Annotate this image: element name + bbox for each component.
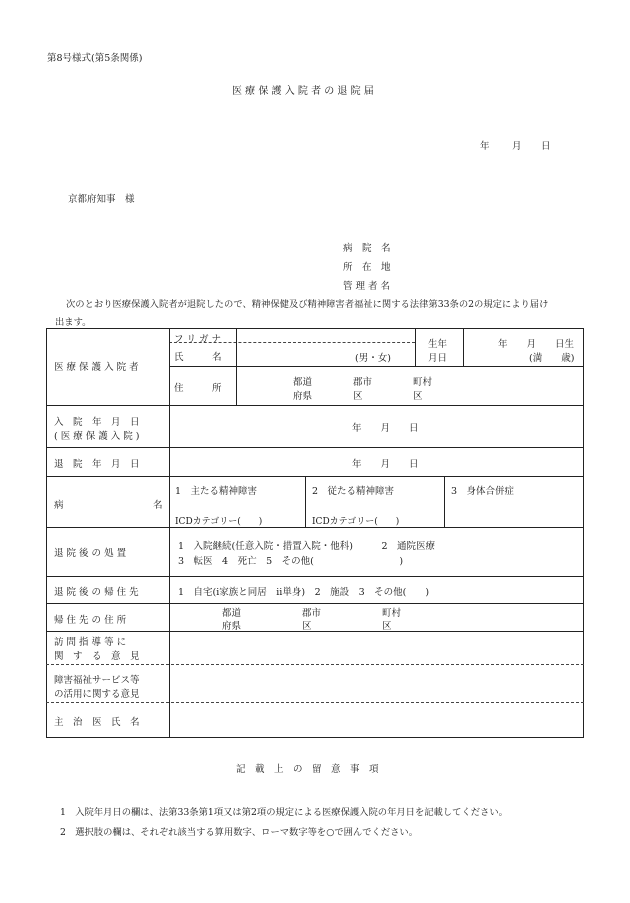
disposition-label: 退 院 後 の 処 置 [54,548,127,559]
physical-complication-label: 3 身体合併症 [451,486,515,497]
physician-name-field[interactable] [170,704,583,737]
welfare-opinion-label-1: 障害福祉サービス等 [54,675,140,686]
address-pref-1: 都道 [293,377,313,388]
disease-label-1: 病 [54,500,64,511]
dest-city-1: 郡市 [302,608,322,619]
patient-section-label: 医 療 保 護 入 院 者 [54,362,139,373]
dest-pref-1: 都道 [222,608,242,619]
addressee: 京都府知事 様 [68,194,135,205]
icd-category-sub-field[interactable]: ICDカテゴリー( ) [312,517,400,527]
hospital-name-label: 病 院 名 [343,243,391,254]
destination-address-label: 帰 住 先 の 住 所 [54,615,127,626]
destination-label: 退 院 後 の 帰 住 先 [54,587,139,598]
discharge-date-label: 退 院 年 月 日 [54,459,140,470]
address-town-2: 区 [413,391,423,402]
welfare-opinion-field[interactable] [170,666,583,701]
furigana-label: フ リ ガ ナ [174,334,222,345]
visit-guidance-field[interactable] [170,632,583,663]
dob-label-2: 月日 [428,353,448,364]
dest-town-1: 町村 [382,608,402,619]
visit-guidance-label-2: 関 す る 意 見 [54,651,140,662]
date-year[interactable]: 年 [480,141,490,152]
address-label: 住 所 [174,383,222,394]
visit-guidance-label-1: 訪 問 指 導 等 に [54,637,127,648]
dest-town-2: 区 [382,621,392,632]
address-city-2: 区 [353,391,363,402]
physician-name-label: 主 治 医 氏 名 [54,717,140,728]
disease-label-2: 名 [153,500,163,511]
note-1: 1 入院年月日の欄は、法第33条第1項又は第2項の規定による医療保護入院の年月日を記載してください。 [60,807,508,818]
destination-options[interactable]: 1 自宅(ⅰ家族と同居 ⅱ単身) 2 施設 3 その他( ) [178,587,430,598]
welfare-opinion-label-2: の活用に関する意見 [54,689,140,700]
icd-category-main-field[interactable]: ICDカテゴリー( ) [175,517,263,527]
date-month[interactable]: 月 [512,141,522,152]
address-town-1: 町村 [413,377,433,388]
admission-date-field[interactable]: 年 月 日 [352,423,419,434]
sub-mental-disorder-label: 2 従たる精神障害 [312,486,395,497]
name-label: 氏 名 [174,352,222,363]
disposition-options-line2[interactable]: 3 転医 4 死亡 5 その他( ) [178,556,404,567]
dob-field[interactable]: 年 月 日生 [498,339,575,350]
intro-text-line1: 次のとおり医療保護入院者が退院したので、精神保健及び精神障害者福祉に関する法律第33条の2の規定により届け [66,299,549,310]
sex-selector[interactable]: (男・女) [355,353,391,364]
admission-date-sublabel: (医療保護入院) [54,431,143,442]
dob-label-1: 生年 [428,339,448,350]
date-day[interactable]: 日 [541,141,551,152]
note-2: 2 選択肢の欄は、それぞれ該当する算用数字、ローマ数字等を○で囲んでください。 [60,827,419,838]
dest-city-2: 区 [302,621,312,632]
dest-pref-2: 府県 [222,621,242,632]
address-pref-2: 府県 [293,391,313,402]
address-city-1: 郡市 [353,377,373,388]
discharge-date-field[interactable]: 年 月 日 [352,459,419,470]
hospital-admin-label: 管 理 者 名 [343,281,391,292]
admission-date-label: 入 院 年 月 日 [54,417,140,428]
disposition-options-line1[interactable]: 1 入院継続(任意入院・措置入院・他科) 2 通院医療 [178,541,436,552]
form-title: 医 療 保 護 入 院 者 の 退 院 届 [232,86,374,97]
form-number: 第8号様式(第5条関係) [47,53,143,64]
intro-text-line2: 出ます。 [55,317,92,328]
age-field[interactable]: (満 歳) [529,353,575,364]
main-mental-disorder-label: 1 主たる精神障害 [175,486,258,497]
notes-heading: 記 載 上 の 留 意 事 項 [236,764,379,775]
hospital-location-label: 所 在 地 [343,262,391,273]
